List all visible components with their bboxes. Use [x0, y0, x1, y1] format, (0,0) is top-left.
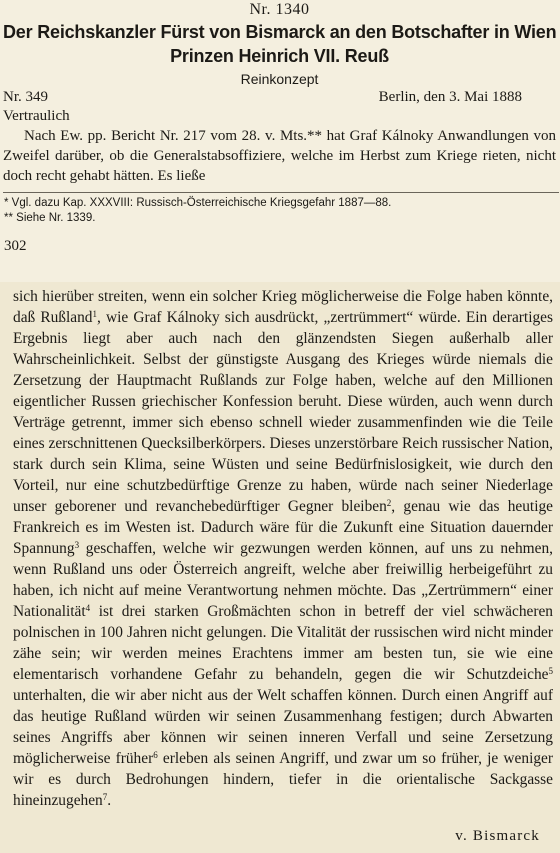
- place-and-date: Berlin, den 3. Mai 1888: [378, 89, 522, 105]
- footnote-2: ** Siehe Nr. 1339.: [4, 212, 96, 224]
- page-bottom-section: [0, 282, 560, 853]
- footnote-1: * Vgl. dazu Kap. XXXVIII: Russisch-Österreichische Kriegsgefahr 1887—88.: [4, 197, 392, 209]
- reference-number: Nr. 349: [3, 89, 48, 105]
- body-text-7: erleben als seinen Angriff, und zwar um so früher, je weniger wir es durch Bedrohungen hindern, tiefer in die orientalische Sackgasse hineinzugehen: [13, 750, 554, 809]
- page-number: 302: [4, 238, 27, 254]
- footnotes: [3, 196, 556, 226]
- footnote-ref-1: 1: [92, 309, 98, 319]
- body-text-5: ist drei starken Großmächten schon in betreff der viel schwächeren polnischen in 100 Jahren nicht gelungen. Die Vitalität der russischen wird nicht minder zähe sein; wir werden meines Erachtens immer am besten tun, sie wie eine elementarisch vorhandene Gefahr zu behandeln, gegen die wir Schutzdeiche: [13, 603, 553, 683]
- footnote-ref-3: 3: [74, 540, 80, 550]
- document-title-line-2: Prinzen Heinrich VII. Reuß: [170, 46, 389, 66]
- footnote-ref-2: 2: [386, 498, 392, 508]
- document-title: [3, 20, 556, 68]
- body-text-2: , wie Graf Kálnoky sich ausdrückt, „zertrümmert“ würde. Ein derartiges Ergebnis liegt aber auch nach den glänzendsten Siegen außerhalb aller Wahrscheinlichkeit. Selbst der günstigste Ausgang des Krieges würde niemals die Zersetzung der Hauptmacht Rußlands zur Folge haben, welche auf den Millionen eigentlicher Russen griechischer Konfession beruht. Diese würden, auch wenn durch Verträge getrennt, immer sich ebenso schnell wieder zusammenfinden wie die Teile eines zerschnittenen Quecksilberkörpers. Dieses unzerstörbare Reich russischer Nation, stark durch sein Klima, seine Wüsten und seine Bedürfnislosigkeit, wie durch den Vorteil, nur eine schutzbedürftige Grenze zu haben, würde nach seiner Niederlage unser geborener und revanchebedürftiger Gegner bleiben: [13, 309, 553, 515]
- document-number: Nr. 1340: [249, 1, 310, 18]
- footnote-ref-4: 4: [85, 603, 91, 613]
- page-top-section: [3, 0, 556, 226]
- body-text-3: , genau wie das heutige Frankreich es im Westen ist. Dadurch wäre für die Zukunft eine Situation dauernder Spannung: [13, 498, 554, 557]
- body-text-1: sich hierüber streiten, wenn ein solcher Krieg möglicherweise die Folge haben könnte, daß Rußland: [13, 288, 553, 326]
- body-text-4: geschaffen, welche wir gezwungen werden können, auf uns zu nehmen, wenn Rußland uns oder Österreich angreift, welche aber freiwillig herbeigeführt zu haben, ich nicht auf meine Verantwortung nehmen möchte. Das „Zertrümmern“ einer Nationalität: [13, 540, 553, 620]
- footnote-ref-7: 7: [102, 792, 108, 802]
- body-text-6: unterhalten, die wir aber nicht aus der Welt schaffen können. Durch einen Angriff auf das heutige Rußland würden wir seinen Zusammenhang festigen; durch Abwarten seines Angriffs aber können wir seinen inneren Verfall und seine Zersetzung möglicherweise früher: [13, 687, 553, 767]
- footnote-ref-5: 5: [548, 666, 553, 676]
- document-title-line-1: Der Reichskanzler Fürst von Bismarck an den Botschafter in Wien: [3, 22, 557, 42]
- body-text-8: .: [107, 792, 112, 809]
- signature: v. Bismarck: [455, 828, 540, 844]
- footnote-divider: [3, 192, 559, 193]
- intro-paragraph: Nach Ew. pp. Bericht Nr. 217 vom 28. v. Mts.** hat Graf Kálnoky Anwandlungen von Zweifel darüber, ob die Generalstabsoffiziere, welche im Herbst zum Kriege rieten, nicht doch recht gehabt hätten. Es ließe: [3, 128, 556, 184]
- body-paragraph: [13, 286, 553, 811]
- draft-label: Reinkonzept: [240, 71, 319, 87]
- reference-row: [3, 88, 556, 107]
- classification-label: Vertraulich: [3, 108, 70, 124]
- footnote-ref-6: 6: [153, 750, 158, 760]
